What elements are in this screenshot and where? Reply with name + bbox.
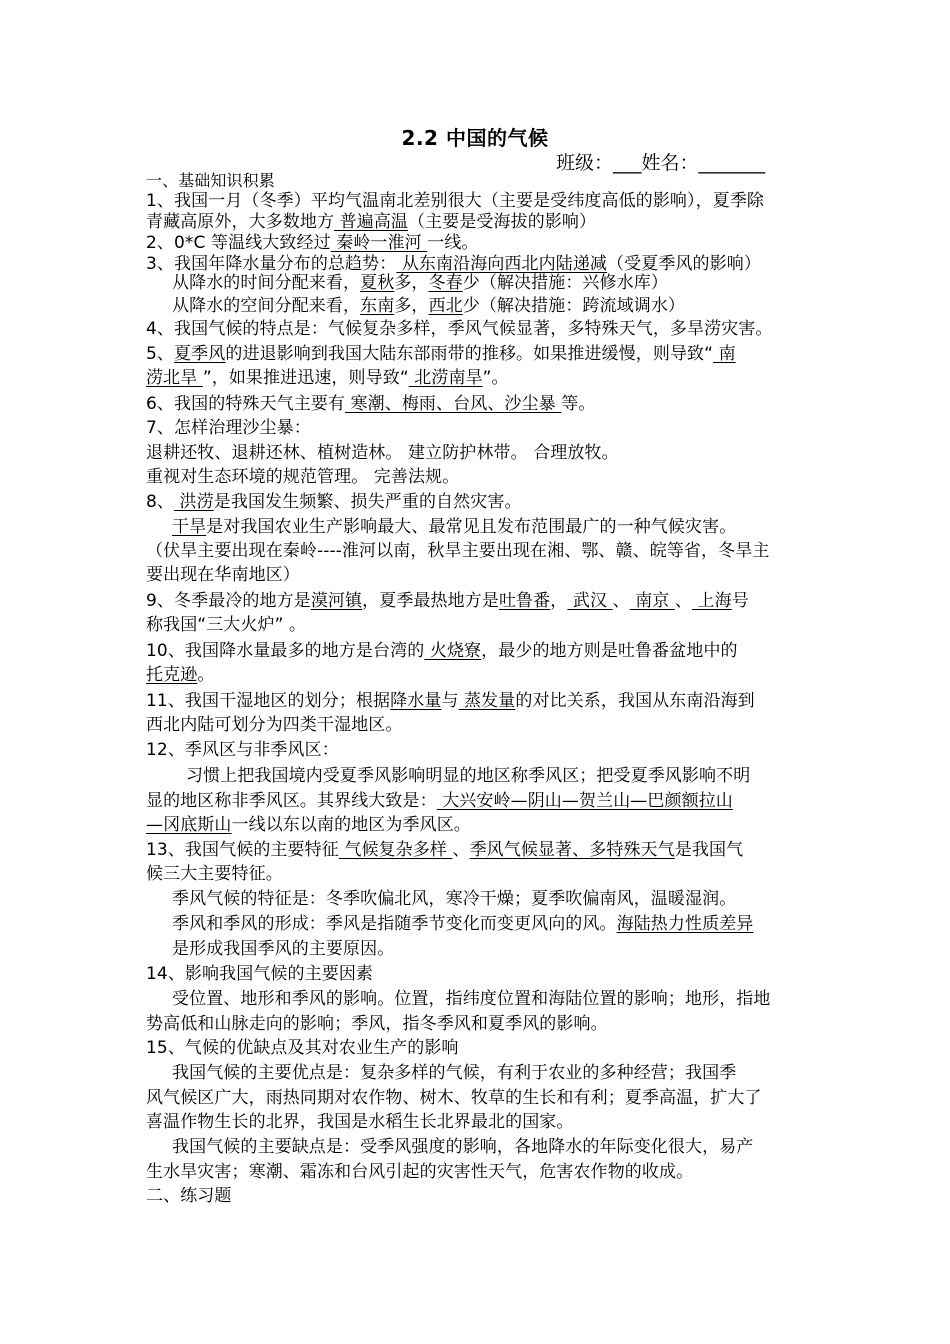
text-segment: ，最少的地方则是吐鲁番盆地中的 <box>481 641 738 661</box>
text-line <box>172 295 838 317</box>
text-segment: 西北内陆可划分为四类干湿地区。 <box>146 715 403 735</box>
text-line <box>146 442 812 464</box>
text-line <box>146 564 812 586</box>
text-segment: 生水旱灾害；寒潮、霜冻和台风引起的灾害性天气，危害农作物的收成。 <box>146 1162 694 1182</box>
text-line <box>146 1161 812 1183</box>
text-line <box>146 466 812 488</box>
text-segment: 重视对生态环境的规范管理。 完善法规。 <box>146 467 460 487</box>
text-segment: 1、我国一月（冬季）平均气温南北差别很大（主要是受纬度高低的影响），夏季除 <box>146 191 765 211</box>
text-segment: ，夏季最热地方是 <box>362 591 499 611</box>
text-line <box>146 491 812 513</box>
text-line <box>146 614 812 636</box>
text-segment: 4、我国气候的特点是：气候复杂多样，季风气候显著，多特殊天气，多旱涝灾害。 <box>146 319 773 339</box>
answer-blank: 洪涝 <box>174 492 214 512</box>
text-segment: 我国气候的主要缺点是：受季风强度的影响，各地降水的年际变化很大，易产 <box>172 1137 754 1157</box>
answer-blank: 冬春 <box>428 273 463 293</box>
text-line <box>172 516 838 538</box>
text-line <box>146 690 812 712</box>
text-line <box>172 913 838 935</box>
text-segment: 是形成我国季风的主要原因。 <box>172 939 395 959</box>
text-line <box>146 839 812 861</box>
text-segment: ”，如果推进迅速，则导致“ <box>202 368 409 388</box>
text-segment: 号 <box>731 591 749 611</box>
answer-blank: 气候复杂多样 <box>338 840 453 860</box>
text-segment: 11、我国干湿地区的划分；根据 <box>146 691 391 711</box>
answer-blank: 南京 <box>629 591 675 611</box>
answer-blank: —冈底斯山 <box>146 815 232 835</box>
text-segment: 喜温作物生长的北界，我国是水稻生长北界最北的国家。 <box>146 1112 574 1132</box>
answer-blank: 涝北旱 <box>146 368 203 388</box>
text-line <box>146 393 812 415</box>
text-line <box>146 1013 812 1035</box>
text-line <box>146 417 812 439</box>
text-segment: ”。 <box>482 368 509 388</box>
answer-blank: 从东南沿海向西北内陆递减 <box>396 254 608 274</box>
text-segment: 少（解决措施：兴修水库） <box>462 273 668 293</box>
text-line <box>146 640 812 662</box>
text-segment: 等。 <box>561 394 596 414</box>
text-segment: 风气候区广大，雨热同期对农作物、树木、牧草的生长和有利；夏季高温，扩大了 <box>146 1088 762 1108</box>
answer-blank: 西北 <box>428 296 463 316</box>
text-segment: （伏旱主要出现在秦岭----淮河以南，秋旱主要出现在湘、鄂、赣、皖等省，冬旱主 <box>146 541 770 561</box>
text-segment: ， <box>550 591 568 611</box>
text-segment: 青藏高原外，大多数地方 <box>146 212 335 232</box>
text-segment: 与 <box>441 691 459 711</box>
text-segment: 从降水的时间分配来看， <box>172 273 361 293</box>
answer-blank: 漠河镇 <box>310 591 363 611</box>
text-segment: 、 <box>612 591 630 611</box>
text-segment: 9、冬季最冷的地方是 <box>146 591 311 611</box>
text-line <box>146 190 812 212</box>
text-segment: 13、我国气候的主要特征 <box>146 840 339 860</box>
text-segment: 要出现在华南地区） <box>146 565 300 585</box>
text-segment: 2、0*C 等温线大致经过 <box>146 233 331 253</box>
text-line <box>146 739 812 761</box>
answer-blank: 蒸发量 <box>458 691 516 711</box>
section-heading <box>146 170 812 192</box>
text-line <box>146 1111 812 1133</box>
answer-blank: 武汉 <box>567 591 613 611</box>
text-segment: 12、季风区与非季风区： <box>146 740 339 760</box>
answer-blank: 普遍高温 <box>334 212 409 232</box>
text-segment: 15、气候的优缺点及其对农业生产的影响 <box>146 1038 459 1058</box>
text-segment: 是我国发生频繁、损失严重的自然灾害。 <box>213 492 522 512</box>
text-segment: 少（解决措施：跨流域调水） <box>462 296 686 316</box>
text-line <box>146 232 812 254</box>
text-segment: 14、影响我国气候的主要因素 <box>146 964 374 984</box>
text-line <box>172 938 838 960</box>
text-line <box>146 790 812 812</box>
text-segment: 季风和季风的形成：季风是指随季节变化而变更风向的风。 <box>172 914 617 934</box>
text-segment: 3、我国年降水量分布的总趋势： <box>146 254 397 274</box>
text-line <box>146 343 812 365</box>
answer-blank: 海陆热力性质差异 <box>616 914 754 934</box>
text-segment: 我国气候的主要优点是：复杂多样的气候，有利于农业的多种经营；我国季 <box>172 1063 737 1083</box>
text-line <box>146 863 812 885</box>
answer-blank: 寒潮、梅雨、台风、沙尘暴 <box>345 394 562 414</box>
answer-blank: 季风气候显著、多特殊天气 <box>469 840 675 860</box>
text-line <box>172 988 838 1010</box>
section-heading <box>146 1185 812 1207</box>
text-segment: 一线以东以南的地区为季风区。 <box>231 815 471 835</box>
answer-blank: 大兴安岭—阴山—贺兰山—巴颜额拉山 <box>436 791 733 811</box>
text-segment: 习惯上把我国境内受夏季风影响明显的地区称季风区；把受夏季风影响不明 <box>186 766 751 786</box>
answer-blank: 南 <box>713 344 736 364</box>
answer-blank: 上海 <box>692 591 732 611</box>
answer-blank: 托克逊 <box>146 665 198 685</box>
text-segment: 6、我国的特殊天气主要有 <box>146 394 346 414</box>
text-segment: 从降水的空间分配来看， <box>172 296 361 316</box>
page-title: 2.2 中国的气候 <box>401 126 549 150</box>
text-line <box>172 272 838 294</box>
text-segment: （主要是受海拔的影响） <box>408 212 597 232</box>
answer-blank: 降水量 <box>390 691 442 711</box>
text-segment: 季风气候的特征是：冬季吹偏北风，寒冷干燥；夏季吹偏南风，温暖湿润。 <box>172 889 737 909</box>
text-segment: 的进退影响到我国大陆东部雨带的推移。如果推进缓慢，则导致“ <box>225 344 714 364</box>
text-line <box>146 963 812 985</box>
text-segment: 一、基础知识积累 <box>146 171 275 190</box>
text-segment: 多， <box>394 296 429 316</box>
text-segment: 、 <box>452 840 470 860</box>
text-line <box>146 664 812 686</box>
answer-blank: 东南 <box>360 296 395 316</box>
text-line <box>146 211 812 233</box>
text-segment: 。 <box>197 665 215 685</box>
text-line <box>146 590 812 612</box>
text-segment: 8、 <box>146 492 175 512</box>
text-segment: 是对我国农业生产影响最大、最常见且发布范围最广的一种气候灾害。 <box>206 517 737 537</box>
answer-blank: 干旱 <box>172 517 207 537</box>
text-segment: 显的地区称非季风区。其界线大致是： <box>146 791 437 811</box>
text-line <box>146 714 812 736</box>
answer-blank: 吐鲁番 <box>498 591 551 611</box>
answer-blank: 秦岭一淮河 <box>330 233 428 253</box>
text-line <box>146 318 812 340</box>
text-segment: 二、练习题 <box>146 1186 232 1206</box>
answer-blank: 夏秋 <box>360 273 395 293</box>
text-segment: 势高低和山脉走向的影响；季风，指冬季风和夏季风的影响。 <box>146 1014 608 1034</box>
answer-blank: 火烧寮 <box>424 641 482 661</box>
text-line <box>146 540 812 562</box>
answer-blank: 北涝南旱 <box>408 368 483 388</box>
class-name-field: 班级：___姓名：_______ <box>556 152 766 174</box>
text-line <box>172 1062 838 1084</box>
text-line <box>172 888 838 910</box>
text-line <box>186 765 852 787</box>
text-segment: 是我国气 <box>674 840 744 860</box>
text-line <box>146 367 812 389</box>
text-segment: 一线。 <box>427 233 479 253</box>
text-segment: （受夏季风的影响） <box>607 254 761 274</box>
text-segment: 的对比关系，我国从东南沿海到 <box>515 691 755 711</box>
text-line <box>172 1136 838 1158</box>
text-line <box>146 814 812 836</box>
text-line <box>146 1037 812 1059</box>
text-segment: 多， <box>394 273 429 293</box>
answer-blank: 夏季风 <box>174 344 226 364</box>
text-segment: 5、 <box>146 344 175 364</box>
text-segment: 10、我国降水量最多的地方是台湾的 <box>146 641 425 661</box>
text-segment: 、 <box>674 591 693 611</box>
text-line <box>146 1087 812 1109</box>
text-segment: 退耕还牧、退耕还林、植树造林。 建立防护林带。 合理放牧。 <box>146 443 619 463</box>
text-segment: 受位置、地形和季风的影响。位置，指纬度位置和海陆位置的影响；地形，指地 <box>172 989 771 1009</box>
text-segment: 7、怎样治理沙尘暴： <box>146 418 311 438</box>
text-segment: 候三大主要特征。 <box>146 864 283 884</box>
text-segment: 称我国“三大火炉” 。 <box>146 615 307 635</box>
